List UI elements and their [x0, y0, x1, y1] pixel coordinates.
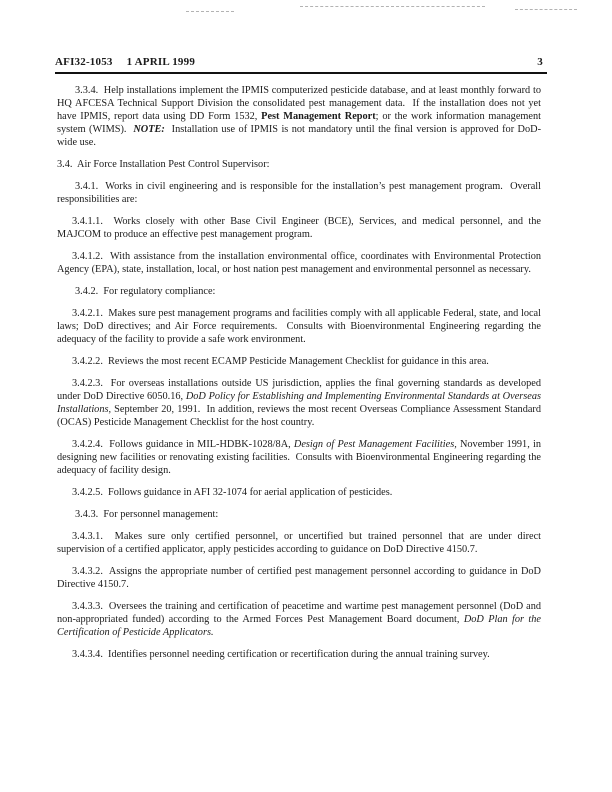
doc-date: 1 APRIL 1999 [126, 56, 196, 68]
text-segment: 3.4.2. For regulatory compliance: [75, 286, 216, 297]
paragraph-3.4.3.4 [57, 648, 541, 661]
scan-artifact [300, 6, 485, 7]
paragraph-3.4.1.1 [57, 215, 541, 241]
text-segment: Pest Management Report [261, 111, 376, 122]
text-segment: September 20, 1991. In addition, reviews the most recent Overseas Compliance Assessment Standard (OCAS) Pesticide Management Checklist for the host country. [57, 404, 541, 428]
paragraph-3.4.2.4 [57, 438, 541, 477]
paragraph-3.4.2.5 [57, 486, 541, 499]
text-segment: 3.4.2.2. Reviews the most recent ECAMP Pesticide Management Checklist for guidance in this area. [72, 356, 489, 367]
paragraph-3.4.2.1 [57, 307, 541, 346]
text-segment: 3.3.4. Help installations implement the IPMIS computerized pesticide database, and at least monthly forward to HQ AFCESA Technical Support Division the consolidated pest management data. If the installation does not yet have IPMIS, report data using DD Form 1532, [57, 85, 541, 122]
text-segment: 3.4.1. Works in civil engineering and is responsible for the installation’s pest management program. Overall responsibilities are: [57, 181, 541, 205]
text-segment: 3.4.2.3. For overseas installations outside US jurisdiction, applies the final governing standards as developed under DoD Directive 6050.16, [57, 378, 541, 402]
doc-id: AFI32-1053 [55, 56, 113, 68]
text-segment: 3.4.3.3. Oversees the training and certification of peacetime and wartime pest management personnel (DoD and non-appropriated funded) according to the Armed Forces Pest Management Board document, [57, 601, 541, 625]
text-segment: 3.4.3.1. Makes sure only certified personnel, or uncertified but trained personnel that are under direct supervision of a certified applicator, apply pesticides according to guidance on DoD Directive 4150.7. [57, 531, 541, 555]
paragraph-3.4.3.2 [57, 565, 541, 591]
paragraph-3.4.2.2 [57, 355, 541, 368]
text-segment: DoD Policy for Establishing and Implementing Environmental Standards at Overseas Installations, [57, 391, 542, 415]
paragraph-3.4 [57, 158, 541, 171]
page-header [55, 56, 547, 74]
scan-artifact [515, 9, 577, 10]
text-segment: 3.4.1.2. With assistance from the installation environmental office, coordinates with Environmental Protection Agency (EPA), state, installation, local, or host nation pest management and environmental personnel as necessary. [57, 251, 541, 275]
text-segment: 3.4.2.4. Follows guidance in MIL-HDBK-1028/8A, [72, 439, 294, 450]
document-body [57, 84, 541, 661]
paragraph-3.3.4 [57, 84, 541, 149]
text-segment: 3.4.1.1. Works closely with other Base Civil Engineer (BCE), Services, and medical personnel, and the MAJCOM to produce an effective pest management program. [57, 216, 541, 240]
scan-artifact [186, 11, 234, 12]
paragraph-3.4.3.1 [57, 530, 541, 556]
paragraph-3.4.3.3 [57, 600, 541, 639]
paragraph-3.4.1 [57, 180, 541, 206]
header-rule [55, 72, 547, 74]
text-segment: 3.4.2.5. Follows guidance in AFI 32-1074 for aerial application of pesticides. [72, 487, 393, 498]
paragraph-3.4.2 [57, 285, 541, 298]
text-segment: 3.4. Air Force Installation Pest Control Supervisor: [57, 159, 270, 170]
text-segment: Design of Pest Management Facilities, [293, 439, 457, 450]
page-number: 3 [537, 56, 543, 68]
text-segment: DoD Plan for the Certification of Pesticide Applicators. [57, 614, 541, 638]
text-segment: NOTE: [133, 124, 165, 135]
text-segment: ; or the work information management system (WIMS). [57, 111, 541, 135]
text-segment: 3.4.2.1. Makes sure pest management programs and facilities comply with all applicable Federal, state, and local laws; DoD directives; and Air Force requirements. Consults with Bioenvironmental Engineering regarding the adequacy of the facility to provide a safe work environment. [57, 308, 541, 345]
paragraph-3.4.3 [57, 508, 541, 521]
paragraph-3.4.1.2 [57, 250, 541, 276]
header-row [55, 56, 547, 68]
text-segment: 3.4.3.2. Assigns the appropriate number of certified pest management personnel according to guidance in DoD Directive 4150.7. [57, 566, 541, 590]
text-segment: November 1991, in designing new facilities or renovating existing facilities. Consults with Bioenvironmental Engineering regarding the adequacy of facility design. [57, 439, 541, 476]
text-segment: Installation use of IPMIS is not mandatory until the final version is approved for DoD-wide use. [57, 124, 541, 148]
text-segment: 3.4.3.4. Identifies personnel needing certification or recertification during the annual training survey. [72, 649, 490, 660]
text-segment: 3.4.3. For personnel management: [75, 509, 219, 520]
paragraph-3.4.2.3 [57, 377, 541, 429]
